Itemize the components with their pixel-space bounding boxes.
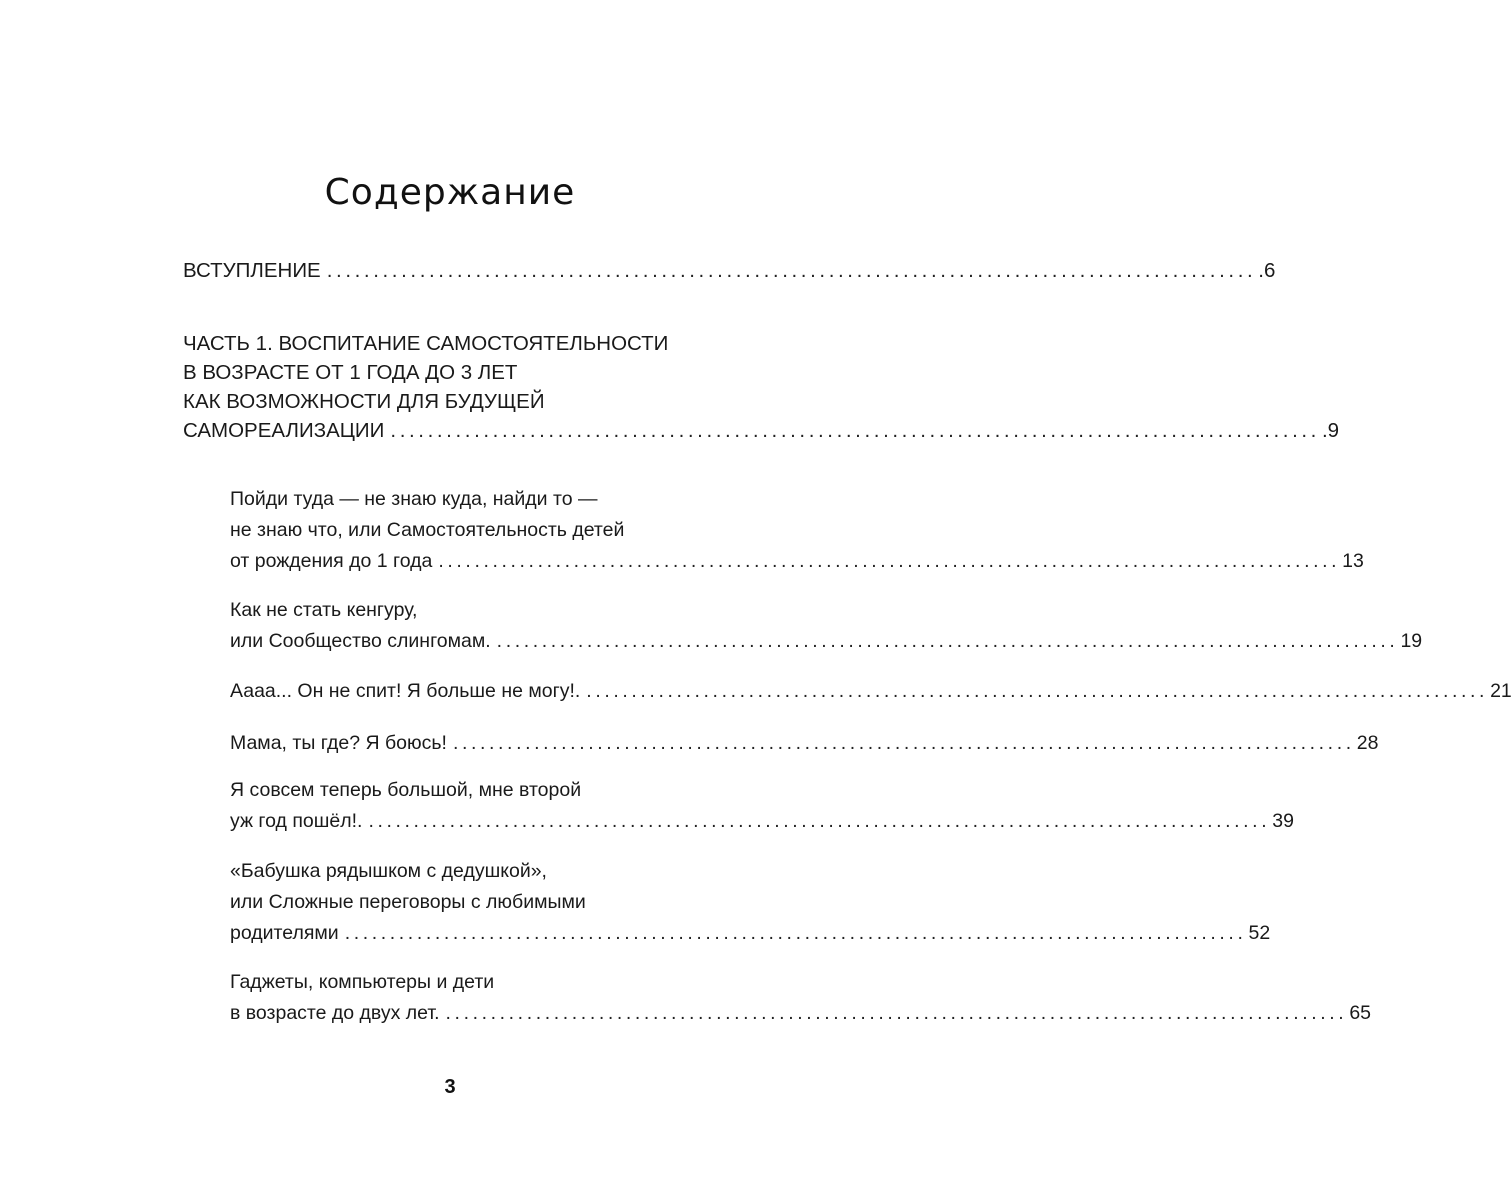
toc-entry-title-line: В ВОЗРАСТЕ ОТ 1 ГОДА ДО 3 ЛЕТ bbox=[183, 361, 518, 384]
toc-entry-title-line: не знаю что, или Самостоятельность детей bbox=[230, 519, 625, 541]
toc-entry-last-line bbox=[183, 416, 1340, 445]
toc-entry-title-line: Пойди туда — не знаю куда, найди то — bbox=[230, 488, 598, 510]
toc-entry-chapter-5[interactable] bbox=[230, 775, 1294, 837]
toc-entry-chapter-7[interactable] bbox=[230, 967, 1372, 1029]
toc-entry-last-line bbox=[183, 256, 1276, 285]
toc-entry-chapter-6[interactable] bbox=[230, 856, 1271, 949]
toc-page-number: 19 bbox=[1400, 630, 1423, 652]
page-number: 3 bbox=[444, 1076, 456, 1098]
toc-entry-title: или Сообщество слингомам. bbox=[230, 630, 491, 652]
toc-page-number: .9 bbox=[1321, 419, 1340, 442]
toc-entry-title-line: КАК ВОЗМОЖНОСТИ ДЛЯ БУДУЩЕЙ bbox=[183, 390, 545, 413]
dot-leader: .................................................................................................... bbox=[452, 732, 1355, 754]
toc-page-number: 65 bbox=[1349, 1002, 1372, 1024]
toc-entry-introduction[interactable] bbox=[183, 256, 1276, 285]
toc-entry-last-line bbox=[230, 676, 1512, 707]
toc-entry-last-line bbox=[230, 626, 1423, 657]
toc-entry-last-line bbox=[230, 998, 1372, 1029]
dot-leader: .................................................................................................... bbox=[445, 1002, 1348, 1024]
toc-page-number: 52 bbox=[1248, 922, 1271, 944]
toc-page-number: 39 bbox=[1272, 810, 1294, 832]
dot-leader: .................................................................................................... bbox=[344, 922, 1247, 944]
toc-entry-last-line bbox=[230, 728, 1379, 759]
dot-leader: .................................................................................................... bbox=[438, 550, 1341, 572]
toc-entry-title-line: Как не стать кенгуру, bbox=[230, 599, 418, 621]
toc-entry-title: родителями bbox=[230, 922, 339, 944]
toc-entry-title-line: ЧАСТЬ 1. ВОСПИТАНИЕ САМОСТОЯТЕЛЬНОСТИ bbox=[183, 332, 669, 355]
toc-entry-last-line bbox=[230, 918, 1271, 949]
toc-entry-last-line bbox=[230, 546, 1364, 577]
toc-page-number: 28 bbox=[1356, 732, 1379, 754]
toc-page-number: .6 bbox=[1258, 259, 1276, 282]
toc-entry-title-line: Я совсем теперь большой, мне второй bbox=[230, 779, 582, 801]
toc-entry-title: от рождения до 1 года bbox=[230, 550, 433, 572]
toc-entry-title: ВСТУПЛЕНИЕ bbox=[183, 259, 321, 282]
toc-page-number: 21 bbox=[1490, 680, 1512, 702]
dot-leader: .................................................................................................... bbox=[586, 680, 1489, 702]
toc-entry-chapter-4[interactable] bbox=[230, 728, 1379, 759]
dot-leader: .................................................................................................... bbox=[368, 810, 1271, 832]
dot-leader: .................................................................................................... bbox=[390, 419, 1320, 442]
toc-entry-title: Мама, ты где? Я боюсь! bbox=[230, 732, 447, 754]
toc-entry-chapter-3[interactable] bbox=[230, 676, 1512, 707]
toc-entry-title: САМОРЕАЛИЗАЦИИ bbox=[183, 419, 385, 442]
toc-entry-part-1[interactable] bbox=[183, 329, 1340, 445]
dot-leader: .................................................................................................... bbox=[326, 259, 1257, 282]
dot-leader: .................................................................................................... bbox=[496, 630, 1399, 652]
toc-entry-title-line: или Сложные переговоры с любимыми bbox=[230, 891, 586, 913]
toc-entry-chapter-1[interactable] bbox=[230, 484, 1364, 577]
toc-entry-last-line bbox=[230, 806, 1294, 837]
toc-page-number: 13 bbox=[1342, 550, 1364, 572]
toc-entry-title-line: Гаджеты, компьютеры и дети bbox=[230, 971, 495, 993]
toc-entry-title: в возрасте до двух лет. bbox=[230, 1002, 440, 1024]
toc-entry-title-line: «Бабушка рядышком с дедушкой», bbox=[230, 860, 547, 882]
page-title: Содержание bbox=[324, 172, 576, 214]
toc-entry-title: Аааа... Он не спит! Я больше не могу!. bbox=[230, 680, 581, 702]
toc-entry-chapter-2[interactable] bbox=[230, 595, 1423, 657]
toc-entry-title: уж год пошёл!. bbox=[230, 810, 363, 832]
